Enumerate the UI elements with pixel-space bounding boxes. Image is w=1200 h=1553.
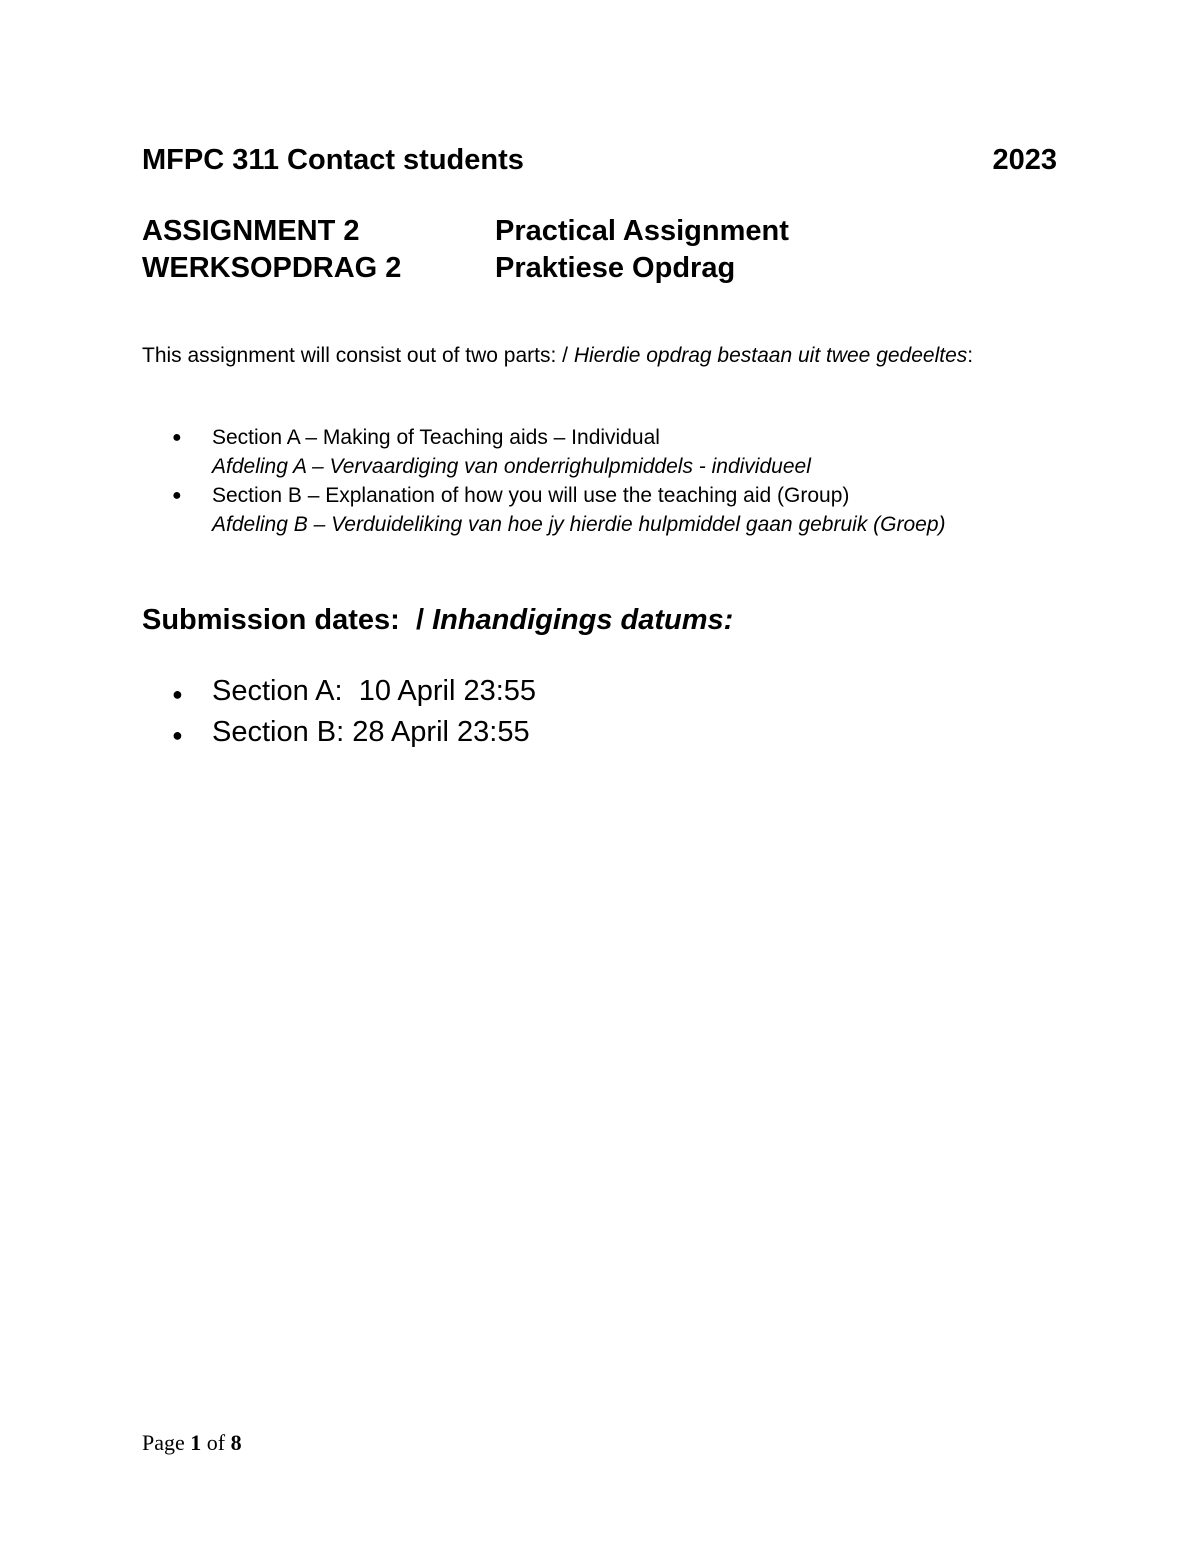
- section-a-en: Section A – Making of Teaching aids – Individual: [212, 426, 660, 449]
- intro-af: Hierdie opdrag bestaan uit twee gedeeltes: [573, 344, 968, 367]
- submission-heading-en: Submission dates: /: [142, 604, 433, 636]
- bullet-icon: ●: [172, 429, 182, 446]
- of-word: of: [206, 1430, 226, 1455]
- assignment-title-en: Practical Assignment: [495, 215, 789, 247]
- section-list: [142, 423, 1092, 539]
- list-item-text: [212, 423, 811, 481]
- intro-paragraph: [142, 342, 1022, 370]
- list-item-text: [212, 481, 946, 539]
- date-section-a: Section A: 10 April 23:55: [212, 675, 537, 707]
- page-footer: [142, 1428, 242, 1458]
- submission-heading-af: Inhandigings datums:: [432, 604, 734, 636]
- assignment-row-en: [142, 213, 789, 250]
- list-item: [142, 423, 1092, 481]
- submission-dates: [142, 672, 536, 754]
- section-b-en: Section B – Explanation of how you will use the teaching aid (Group): [212, 484, 850, 507]
- assignment-row-af: [142, 250, 789, 287]
- intro-end: :: [967, 344, 974, 367]
- page-word: Page: [142, 1430, 185, 1455]
- section-a-af: Afdeling A – Vervaardiging van onderrighulpmiddels - individueel: [212, 455, 811, 478]
- list-item: [142, 481, 1092, 539]
- submission-heading: [142, 600, 733, 640]
- page-number: 1: [190, 1430, 202, 1455]
- section-b-af: Afdeling B – Verduideliking van hoe jy hierdie hulpmiddel gaan gebruik (Groep): [212, 513, 946, 536]
- list-item: [142, 713, 536, 754]
- header-row: [142, 140, 1057, 180]
- intro-en: This assignment will consist out of two parts: /: [142, 344, 574, 367]
- bullet-icon: ●: [172, 684, 183, 704]
- assignment-label-af: WERKSOPDRAG 2: [142, 252, 402, 284]
- assignment-title-af: Praktiese Opdrag: [495, 252, 736, 284]
- bullet-icon: ●: [172, 487, 182, 504]
- course-title: MFPC 311 Contact students: [142, 144, 524, 176]
- assignment-block: [142, 213, 789, 287]
- year: 2023: [992, 144, 1057, 176]
- page-total: 8: [230, 1430, 242, 1455]
- assignment-label-en: ASSIGNMENT 2: [142, 215, 360, 247]
- date-section-b: Section B: 28 April 23:55: [212, 716, 530, 748]
- list-item: [142, 672, 536, 713]
- bullet-icon: ●: [172, 725, 183, 745]
